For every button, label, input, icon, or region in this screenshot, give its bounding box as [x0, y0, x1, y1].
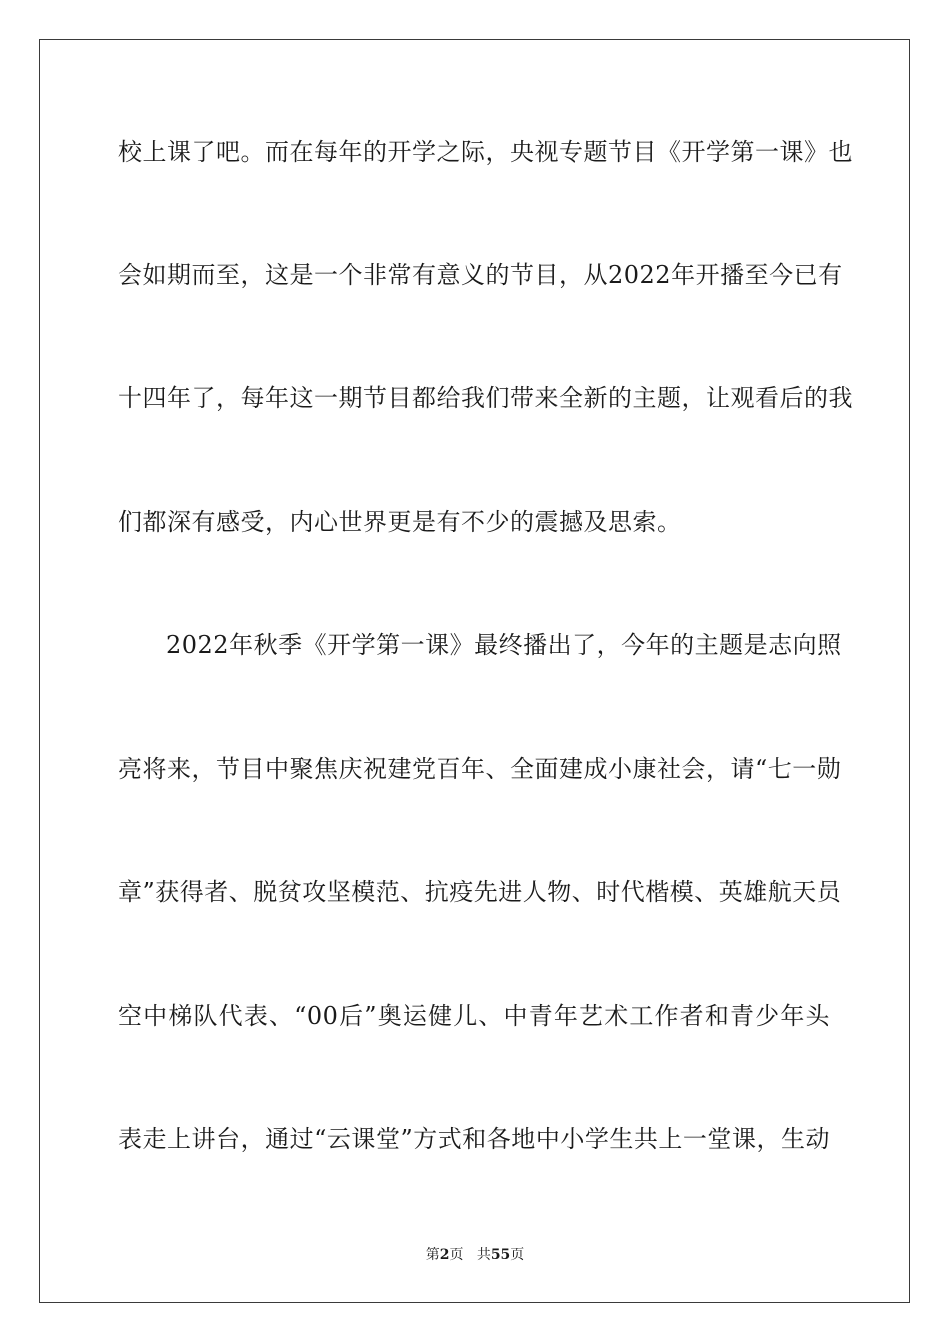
text-line-4: 们都深有感受，内心世界更是有不少的震撼及思索。: [118, 508, 682, 536]
text-line-2: 会如期而至，这是一个非常有意义的节目，从2022年开播至今已有: [118, 261, 843, 289]
text-line-6: 亮将来，节目中聚焦庆祝建党百年、全面建成小康社会，请“七一勋: [118, 755, 842, 783]
text-line-1: 校上课了吧。而在每年的开学之际，央视专题节目《开学第一课》也: [118, 138, 853, 166]
footer-page-suffix: 页: [449, 1247, 464, 1263]
text-line-3: 十四年了，每年这一期节目都给我们带来全新的主题，让观看后的我: [118, 384, 853, 412]
page-footer: [0, 1246, 950, 1264]
text-line-7: 章”获得者、脱贫攻坚模范、抗疫先进人物、时代楷模、英雄航天员: [118, 878, 842, 906]
text-line-5: 2022年秋季《开学第一课》最终播出了，今年的主题是志向照: [166, 631, 842, 659]
footer-page-number: 2: [439, 1247, 450, 1263]
footer-total-number: 55: [490, 1247, 511, 1263]
footer-total-suffix: 页: [510, 1247, 525, 1263]
text-line-8: 空中梯队代表、“00后”奥运健儿、中青年艺术工作者和青少年头: [118, 1002, 830, 1030]
text-line-9: 表走上讲台，通过“云课堂”方式和各地中小学生共上一堂课，生动: [118, 1125, 830, 1153]
footer-page-prefix: 第: [425, 1247, 440, 1263]
page-frame: [39, 39, 910, 1303]
footer-total-prefix: 共: [476, 1247, 491, 1263]
